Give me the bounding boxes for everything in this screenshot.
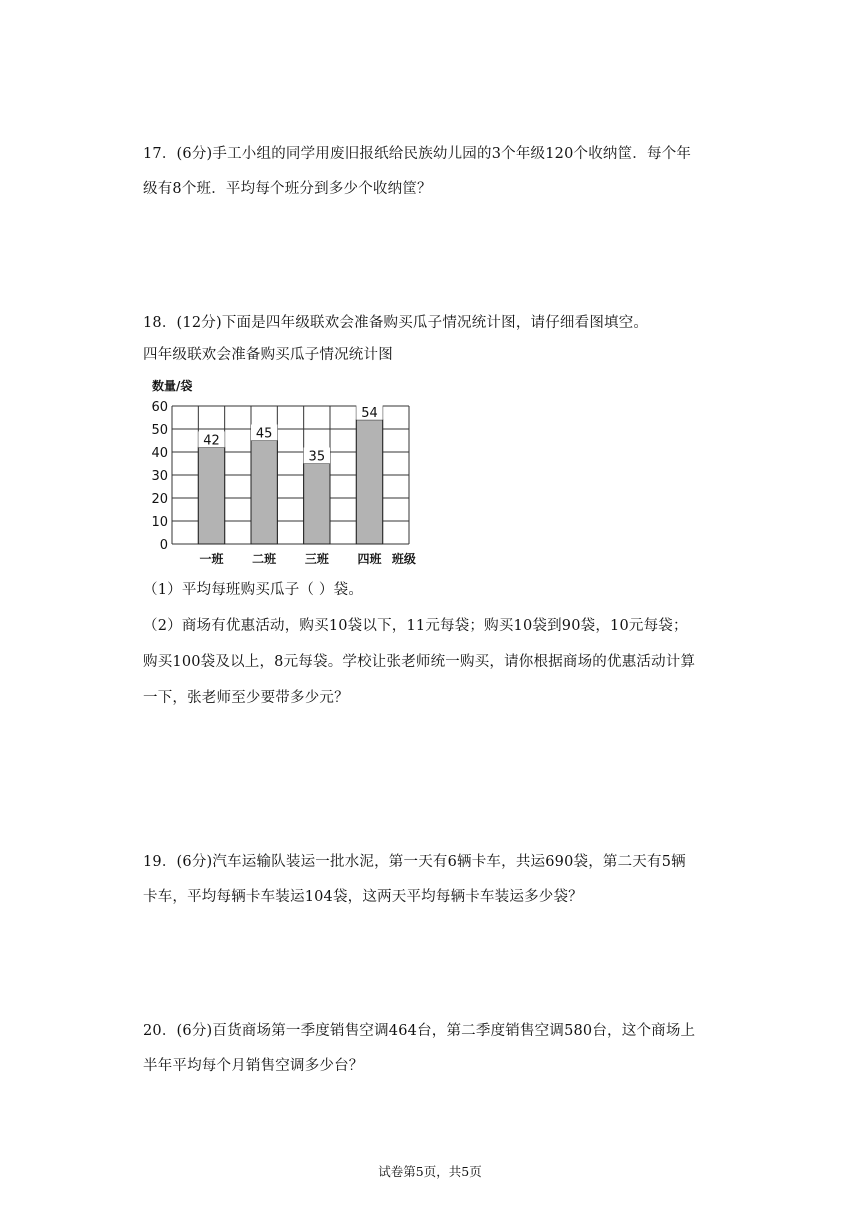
q20-line-2: 半年平均每个月销售空调多少台？ xyxy=(143,1058,364,1074)
y-tick-label: 40 xyxy=(151,446,168,461)
y-tick-label: 50 xyxy=(151,423,168,438)
y-tick-label: 60 xyxy=(151,400,168,415)
y-axis-label: 数量/袋 xyxy=(152,379,193,393)
q18-sub2-line-2: 购买100袋及以上，8元每袋。学校让张老师统一购买，请你根据商场的优惠活动计算 xyxy=(143,654,696,670)
chart-bars xyxy=(198,404,382,544)
bar xyxy=(198,447,224,544)
y-tick-label: 0 xyxy=(159,538,168,553)
bar-value-label: 45 xyxy=(255,426,273,442)
bar xyxy=(251,441,277,545)
bar-chart xyxy=(143,374,433,570)
bar-value-label: 54 xyxy=(361,405,378,421)
bar-value-label: 42 xyxy=(203,433,220,449)
q19-line-1: 19．(6分)汽车运输队装运一批水泥，第一天有6辆卡车，共运690袋，第二天有5辆 xyxy=(143,854,686,870)
q18-sub1: （1）平均每班购买瓜子（ ）袋。 xyxy=(143,582,364,598)
q18-sub2-line-1: （2）商场有优惠活动，购买10袋以下，11元每袋；购买10袋到90袋，10元每袋； xyxy=(143,618,688,634)
q19-line-2: 卡车，平均每辆卡车装运104袋，这两天平均每辆卡车装运多少袋？ xyxy=(143,889,583,905)
chart-caption: 四年级联欢会准备购买瓜子情况统计图 xyxy=(143,347,393,363)
y-tick-label: 10 xyxy=(151,515,168,530)
y-tick-label: 30 xyxy=(151,469,168,484)
x-tick-label: 三班 xyxy=(304,552,329,566)
q18-line-1: 18．(12分)下面是四年级联欢会准备购买瓜子情况统计图，请仔细看图填空。 xyxy=(143,315,649,331)
page-footer: 试卷第5页，共5页 xyxy=(378,1164,482,1179)
q17-line-2: 级有8个班．平均每个班分到多少个收纳筐？ xyxy=(143,181,432,197)
x-tick-label: 二班 xyxy=(252,552,277,566)
x-tick-label: 四班 xyxy=(357,552,382,566)
q17-line-1: 17．(6分)手工小组的同学用废旧报纸给民族幼儿园的3个年级120个收纳筐．每个年 xyxy=(143,146,692,162)
bar xyxy=(304,464,330,545)
bar xyxy=(356,420,382,544)
q18-sub2-line-3: 一下，张老师至少要带多少元？ xyxy=(143,690,349,706)
x-tick-label: 一班 xyxy=(199,552,224,566)
q20-line-1: 20．(6分)百货商场第一季度销售空调464台，第二季度销售空调580台，这个商场上 xyxy=(143,1023,696,1039)
bar-value-label: 35 xyxy=(308,449,326,465)
y-tick-label: 20 xyxy=(151,492,168,507)
x-axis-label: 班级 xyxy=(391,552,416,566)
